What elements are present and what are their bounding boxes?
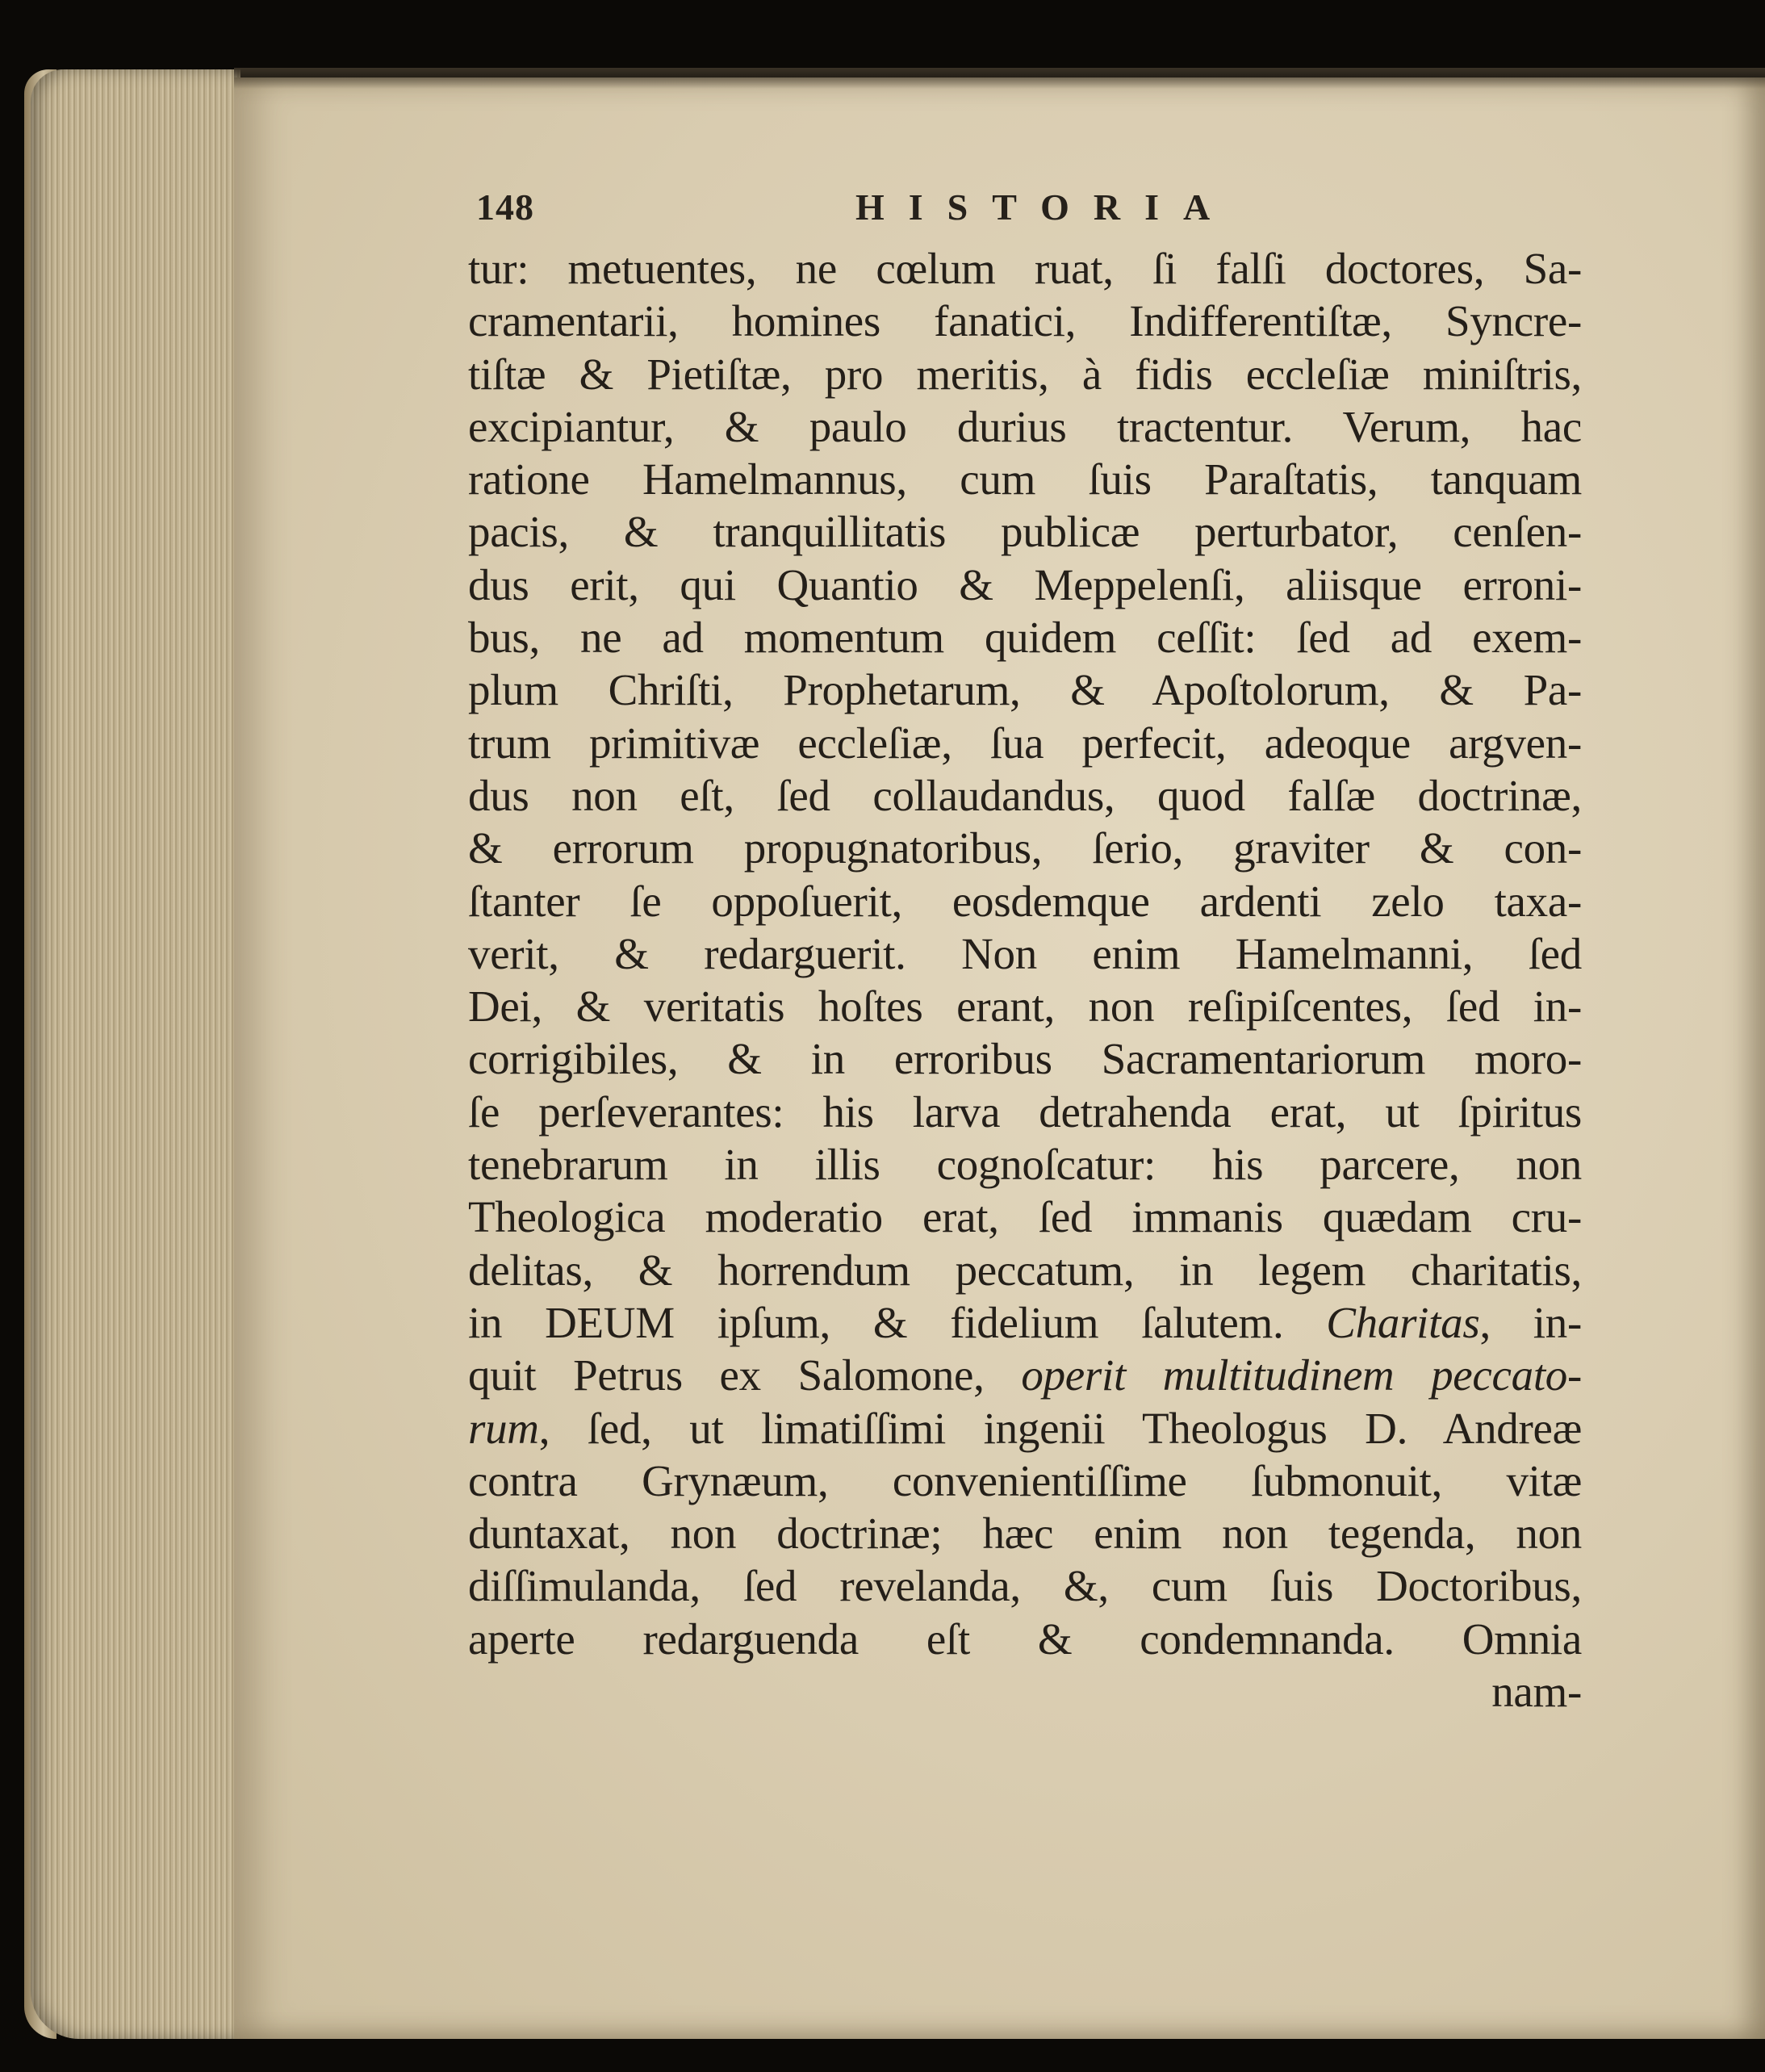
- text-line: verit, & redarguerit. Non enim Hamelmanni, ſed: [468, 928, 1582, 978]
- text-line: pacis, & tranquillitatis publicæ perturbator, cenſen-: [468, 507, 1582, 557]
- text-line: diſſimulanda, ſed revelanda, &, cum ſuis Doctoribus,: [468, 1561, 1582, 1611]
- text-line: [468, 1402, 1582, 1455]
- page-header: [476, 186, 1606, 234]
- text-line: tenebrarum in illis cognoſcatur: his parcere, non: [468, 1140, 1582, 1190]
- text-line: ſe perſeverantes: his larva detrahenda erat, ut ſpiritus: [468, 1086, 1582, 1136]
- text-line: [468, 1296, 1582, 1349]
- text-line: ſtanter ſe oppoſuerit, eosdemque ardenti zelo taxa-: [468, 876, 1582, 926]
- text-line: cramentarii, homines fanatici, Indifferentiſtæ, Syncre-: [468, 296, 1582, 346]
- text-line: delitas, & horrendum peccatum, in legem charitatis,: [468, 1245, 1582, 1295]
- text-line: & errorum propugnatoribus, ſerio, graviter & con-: [468, 823, 1582, 873]
- text-segment: in DEUM ipſum, & fidelium ſalutem.: [468, 1297, 1284, 1347]
- text-line: plum Chriſti, Prophetarum, & Apoſtolorum, & Pa-: [468, 665, 1582, 715]
- text-line: ratione Hamelmannus, cum ſuis Paraſtatis, tanquam: [468, 454, 1582, 504]
- text-line: tur: metuentes, ne cœlum ruat, ſi falſi doctores, Sa-: [468, 244, 1582, 293]
- text-line: corrigibiles, & in erroribus Sacramentariorum moro-: [468, 1034, 1582, 1084]
- text-line: duntaxat, non doctrinæ; hæc enim non tegenda, non: [468, 1509, 1582, 1559]
- text-segment: , ſed, ut limatiſſimi ingenii Theologus D. Andreæ: [538, 1403, 1582, 1453]
- running-head: HISTORIA: [855, 186, 1235, 228]
- text-line: trum primitivæ eccleſiæ, ſua perfecit, adeoque argven-: [468, 718, 1582, 768]
- text-line: Dei, & veritatis hoſtes erant, non reſipiſcentes, ſed in-: [468, 982, 1582, 1032]
- page-top-shadow: [234, 68, 1765, 89]
- text-segment: quit Petrus ex Salomone,: [468, 1350, 985, 1400]
- text-line: excipiantur, & paulo durius tractentur. Verum, hac: [468, 401, 1582, 451]
- text-line: aperte redarguenda eſt & condemnanda. Omnia: [468, 1614, 1582, 1664]
- italic-text: rum: [468, 1403, 539, 1453]
- catchword: nam-: [1491, 1667, 1582, 1717]
- text-segment: , in-: [1479, 1297, 1582, 1347]
- body-text: [468, 242, 1582, 1718]
- text-line: tiſtæ & Pietiſtæ, pro meritis, à fidis eccleſiæ miniſtris,: [468, 349, 1582, 399]
- italic-text: operit multitudinem peccato-: [1021, 1350, 1583, 1400]
- text-line: bus, ne ad momentum quidem ceſſit: ſed ad exem-: [468, 613, 1582, 663]
- page-edges: [31, 69, 240, 2039]
- italic-text: Charitas: [1326, 1297, 1480, 1347]
- text-line: Theologica moderatio erat, ſed immanis quædam cru-: [468, 1192, 1582, 1242]
- text-line: dus erit, qui Quantio & Meppelenſi, aliisque erroni-: [468, 559, 1582, 609]
- text-line: [468, 1349, 1582, 1401]
- text-line: dus non eſt, ſed collaudandus, quod falſæ doctrinæ,: [468, 770, 1582, 820]
- text-line: contra Grynæum, convenientiſſime ſubmonuit, vitæ: [468, 1455, 1582, 1505]
- page-number: 148: [476, 186, 534, 228]
